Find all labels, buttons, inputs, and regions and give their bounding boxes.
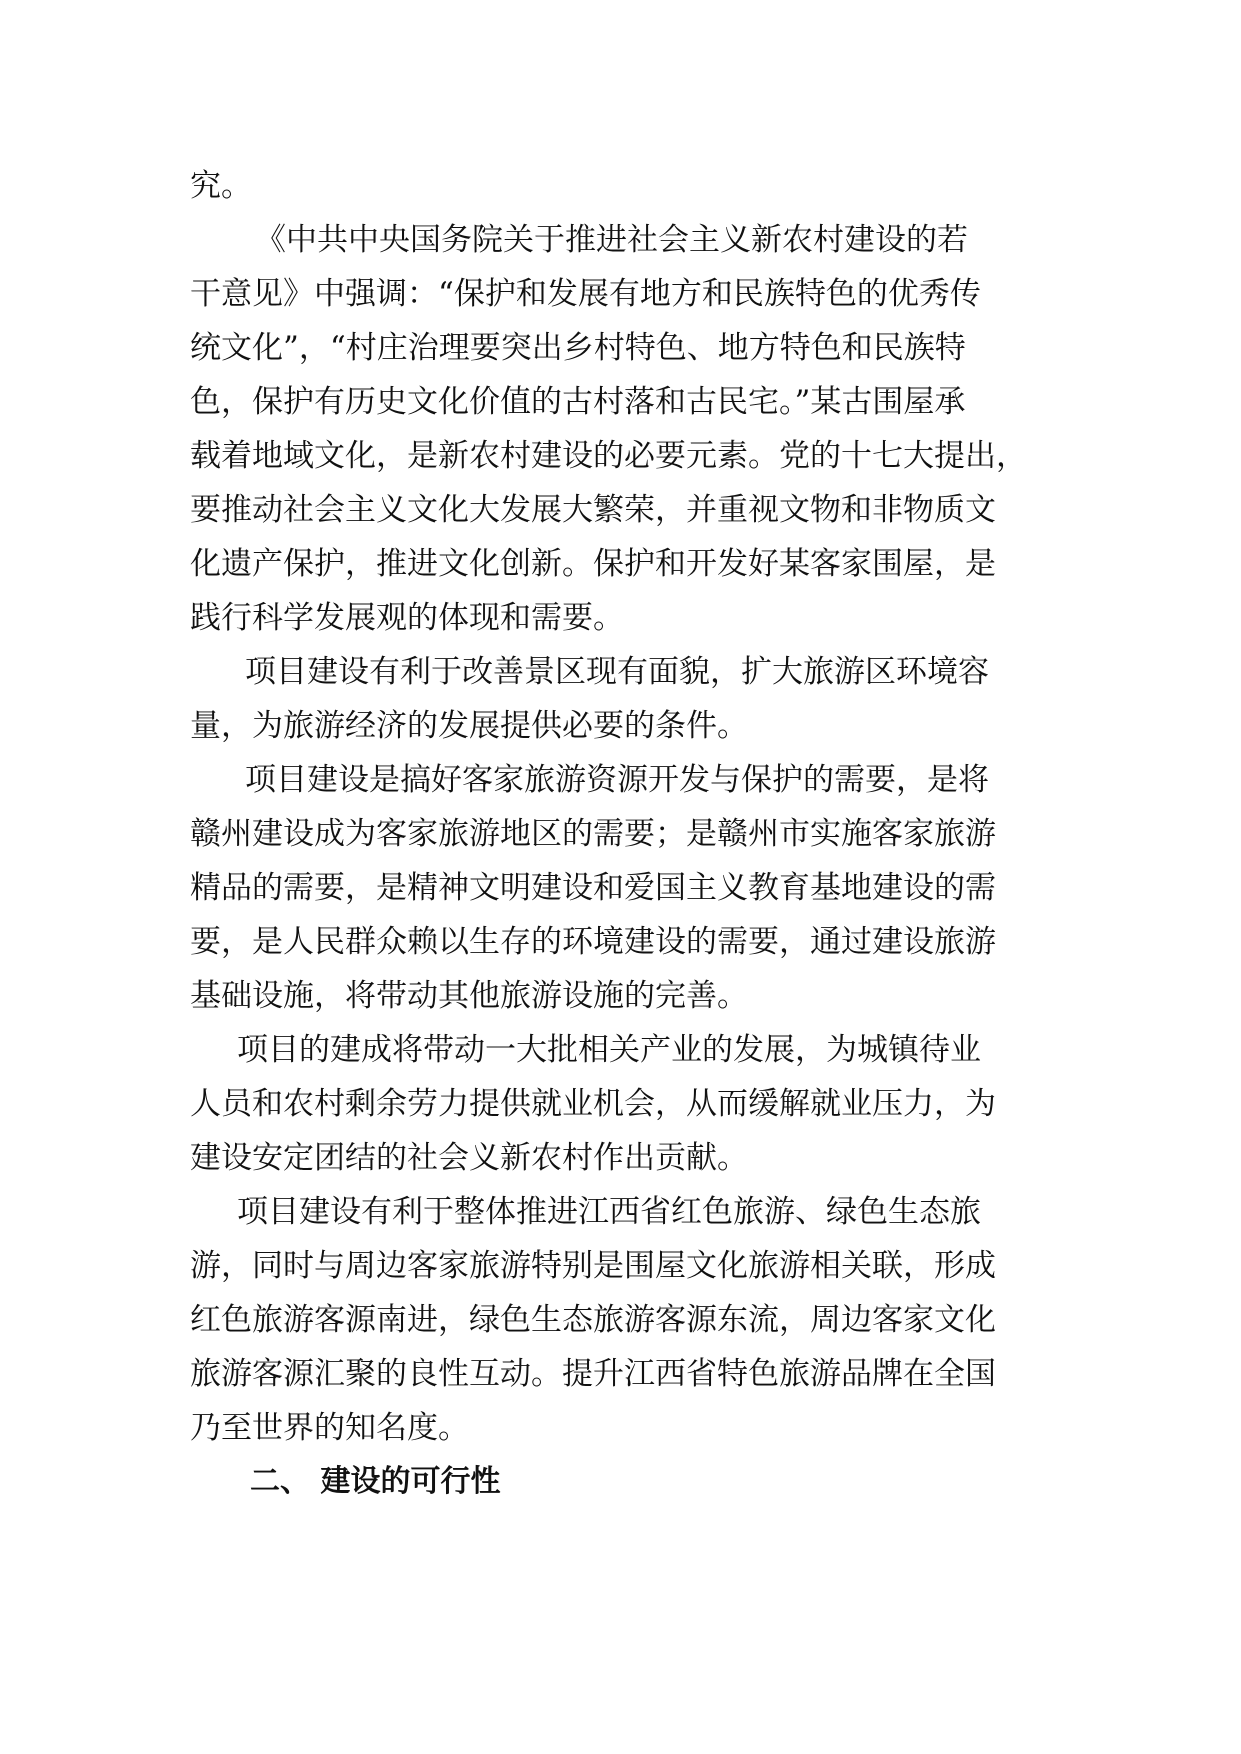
paragraph-start-line: 项目建设是搞好客家旅游资源开发与保护的需要，是将 bbox=[245, 762, 989, 798]
text-line: 建设安定团结的社会义新农村作出贡献。 bbox=[190, 1140, 748, 1176]
text-line: 要推动社会主义文化大发展大繁荣，并重视文物和非物质文 bbox=[190, 492, 996, 528]
text-line: 究。 bbox=[190, 168, 252, 204]
paragraph-start-line: 项目建设有利于改善景区现有面貌，扩大旅游区环境容 bbox=[245, 654, 989, 690]
text-line: 精品的需要，是精神文明建设和爱国主义教育基地建设的需 bbox=[190, 870, 996, 906]
text-line: 基础设施，将带动其他旅游设施的完善。 bbox=[190, 978, 748, 1014]
text-line: 红色旅游客源南进，绿色生态旅游客源东流，周边客家文化 bbox=[190, 1302, 996, 1338]
text-line: 色，保护有历史文化价值的古村落和古民宅。”某古围屋承 bbox=[190, 384, 966, 420]
text-line: 干意见》中强调：“保护和发展有地方和民族特色的优秀传 bbox=[190, 276, 981, 312]
text-line: 践行科学发展观的体现和需要。 bbox=[190, 600, 624, 636]
text-line: 人员和农村剩余劳力提供就业机会，从而缓解就业压力，为 bbox=[190, 1086, 996, 1122]
text-line: 游，同时与周边客家旅游特别是围屋文化旅游相关联，形成 bbox=[190, 1248, 996, 1284]
paragraph-start-line: 项目的建成将带动一大批相关产业的发展，为城镇待业 bbox=[237, 1032, 981, 1068]
text-line: 赣州建设成为客家旅游地区的需要；是赣州市实施客家旅游 bbox=[190, 816, 996, 852]
text-line: 要，是人民群众赖以生存的环境建设的需要，通过建设旅游 bbox=[190, 924, 996, 960]
paragraph-start-line: 《中共中央国务院关于推进社会主义新农村建设的若 bbox=[255, 222, 968, 258]
text-line: 载着地域文化，是新农村建设的必要元素。党的十七大提出， bbox=[190, 438, 1027, 474]
section-heading: 二、 建设的可行性 bbox=[250, 1464, 501, 1499]
text-line: 化遗产保护，推进文化创新。保护和开发好某客家围屋，是 bbox=[190, 546, 996, 582]
text-line: 乃至世界的知名度。 bbox=[190, 1410, 469, 1446]
text-line: 量，为旅游经济的发展提供必要的条件。 bbox=[190, 708, 748, 744]
text-line: 统文化”，“村庄治理要突出乡村特色、地方特色和民族特 bbox=[190, 330, 966, 366]
paragraph-start-line: 项目建设有利于整体推进江西省红色旅游、绿色生态旅 bbox=[237, 1194, 981, 1230]
text-line: 旅游客源汇聚的良性互动。提升江西省特色旅游品牌在全国 bbox=[190, 1356, 996, 1392]
